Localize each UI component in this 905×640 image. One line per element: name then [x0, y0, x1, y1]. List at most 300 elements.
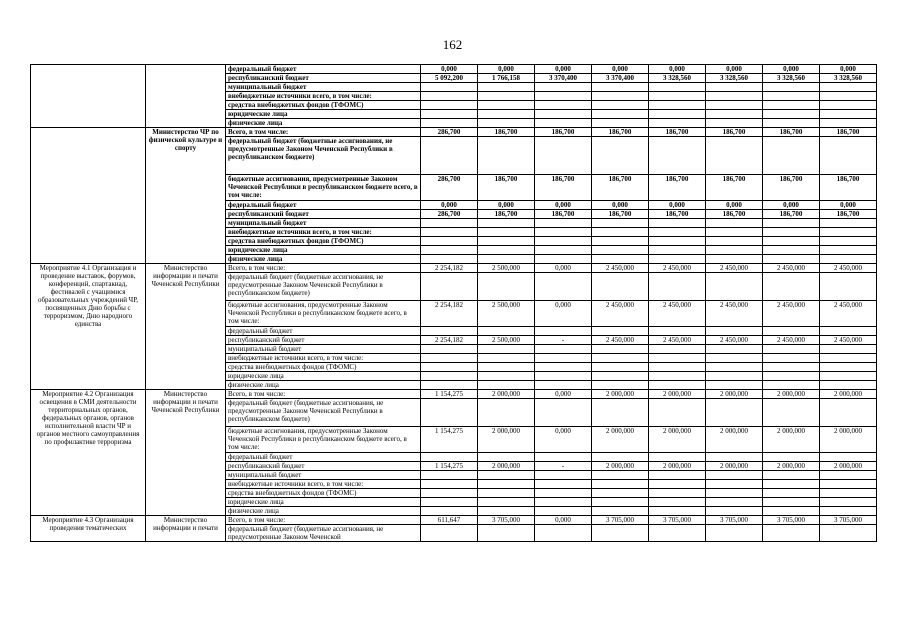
funding-source-label: федеральный бюджет	[226, 453, 421, 462]
amount-cell	[535, 110, 592, 119]
amount-cell: 3 705,000	[592, 516, 649, 525]
amount-cell: 2 254,182	[421, 301, 478, 327]
amount-cell	[763, 372, 820, 381]
budget-row	[31, 516, 877, 525]
amount-cell	[649, 354, 706, 363]
amount-cell: 2 000,000	[763, 427, 820, 453]
amount-cell	[820, 327, 877, 336]
amount-cell	[706, 110, 763, 119]
amount-cell: 0,000	[535, 516, 592, 525]
executor-cell: Министерство информации и печати Чеченской Республики	[146, 264, 226, 390]
amount-cell: 3 705,000	[820, 516, 877, 525]
amount-cell	[820, 381, 877, 390]
amount-cell	[535, 525, 592, 542]
funding-source-label: муниципальный бюджет	[226, 219, 421, 228]
amount-cell	[478, 507, 535, 516]
amount-cell	[706, 219, 763, 228]
amount-cell: -	[535, 336, 592, 345]
amount-cell	[763, 399, 820, 427]
activity-name-cell: Мероприятие 4.3 Организация проведения тематических	[31, 516, 146, 542]
funding-source-label: внебюджетные источники всего, в том числе:	[226, 480, 421, 489]
funding-source-label: муниципальный бюджет	[226, 83, 421, 92]
amount-cell: 1 766,158	[478, 74, 535, 83]
amount-cell	[706, 92, 763, 101]
amount-cell: 0,000	[763, 201, 820, 210]
amount-cell	[592, 507, 649, 516]
amount-cell	[535, 327, 592, 336]
amount-cell	[820, 480, 877, 489]
funding-source-label: Всего, в том числе:	[226, 390, 421, 399]
amount-cell: 3 370,400	[535, 74, 592, 83]
funding-source-label: бюджетные ассигнования, предусмотренные Законом Чеченской Республики в республиканском бюджете всего, в том числе:	[226, 301, 421, 327]
amount-cell	[763, 273, 820, 301]
amount-cell	[478, 273, 535, 301]
amount-cell	[592, 255, 649, 264]
funding-source-label: муниципальный бюджет	[226, 471, 421, 480]
amount-cell: 186,700	[763, 210, 820, 219]
amount-cell	[649, 363, 706, 372]
amount-cell	[535, 101, 592, 110]
funding-source-label: внебюджетные источники всего, в том числе:	[226, 92, 421, 101]
amount-cell	[763, 101, 820, 110]
funding-source-label: юридические лица	[226, 246, 421, 255]
amount-cell: 186,700	[706, 175, 763, 201]
amount-cell: 2 000,000	[649, 390, 706, 399]
amount-cell: 2 000,000	[706, 427, 763, 453]
amount-cell	[763, 246, 820, 255]
amount-cell	[706, 255, 763, 264]
amount-cell	[706, 372, 763, 381]
amount-cell	[649, 237, 706, 246]
amount-cell: 0,000	[706, 65, 763, 74]
amount-cell	[421, 471, 478, 480]
amount-cell	[763, 363, 820, 372]
amount-cell	[649, 110, 706, 119]
amount-cell	[592, 489, 649, 498]
funding-source-label: средства внебюджетных фондов (ТФОМС)	[226, 101, 421, 110]
amount-cell: 0,000	[535, 390, 592, 399]
amount-cell	[649, 327, 706, 336]
executor-cell: Министерство ЧР по физической культуре и спорту	[146, 128, 226, 264]
funding-source-label: республиканский бюджет	[226, 336, 421, 345]
amount-cell: 2 000,000	[478, 390, 535, 399]
funding-source-label: федеральный бюджет	[226, 327, 421, 336]
amount-cell	[820, 372, 877, 381]
amount-cell: 186,700	[706, 210, 763, 219]
amount-cell	[820, 273, 877, 301]
amount-cell	[706, 354, 763, 363]
amount-cell	[535, 471, 592, 480]
amount-cell	[535, 381, 592, 390]
amount-cell: 2 254,182	[421, 264, 478, 273]
amount-cell: 2 450,000	[649, 301, 706, 327]
amount-cell	[649, 525, 706, 542]
amount-cell	[592, 372, 649, 381]
funding-source-label: средства внебюджетных фондов (ТФОМС)	[226, 489, 421, 498]
amount-cell: 3 328,560	[763, 74, 820, 83]
amount-cell	[478, 228, 535, 237]
amount-cell	[592, 498, 649, 507]
funding-source-label: юридические лица	[226, 110, 421, 119]
budget-table-body	[31, 65, 877, 542]
amount-cell	[763, 453, 820, 462]
amount-cell: 0,000	[592, 201, 649, 210]
funding-source-label: средства внебюджетных фондов (ТФОМС)	[226, 237, 421, 246]
funding-source-label: Всего, в том числе:	[226, 128, 421, 137]
amount-cell: 3 705,000	[706, 516, 763, 525]
amount-cell	[421, 92, 478, 101]
amount-cell	[820, 507, 877, 516]
amount-cell	[649, 381, 706, 390]
amount-cell: 0,000	[535, 301, 592, 327]
amount-cell: 3 705,000	[478, 516, 535, 525]
amount-cell: 2 000,000	[706, 390, 763, 399]
amount-cell: 286,700	[421, 175, 478, 201]
amount-cell: 0,000	[535, 65, 592, 74]
amount-cell	[478, 498, 535, 507]
funding-source-label: республиканский бюджет	[226, 462, 421, 471]
amount-cell	[649, 228, 706, 237]
amount-cell	[478, 110, 535, 119]
amount-cell	[478, 101, 535, 110]
amount-cell: 2 000,000	[592, 390, 649, 399]
amount-cell	[535, 255, 592, 264]
budget-row	[31, 390, 877, 399]
amount-cell: 0,000	[592, 65, 649, 74]
amount-cell: 286,700	[421, 210, 478, 219]
amount-cell	[478, 489, 535, 498]
amount-cell	[706, 480, 763, 489]
amount-cell: 2 450,000	[820, 264, 877, 273]
amount-cell	[421, 246, 478, 255]
amount-cell	[478, 363, 535, 372]
amount-cell	[478, 327, 535, 336]
funding-source-label: физические лица	[226, 507, 421, 516]
executor-cell: Министерство информации и печати	[146, 516, 226, 542]
amount-cell	[763, 381, 820, 390]
amount-cell	[649, 507, 706, 516]
amount-cell	[763, 83, 820, 92]
amount-cell	[706, 507, 763, 516]
amount-cell	[478, 381, 535, 390]
amount-cell: 3 328,560	[649, 74, 706, 83]
amount-cell: 3 370,400	[592, 74, 649, 83]
amount-cell	[592, 237, 649, 246]
amount-cell	[763, 219, 820, 228]
amount-cell: -	[535, 462, 592, 471]
amount-cell	[592, 471, 649, 480]
funding-source-label: средства внебюджетных фондов (ТФОМС)	[226, 363, 421, 372]
amount-cell	[649, 453, 706, 462]
funding-source-label: бюджетные ассигнования, предусмотренные Законом Чеченской Республики в республиканском бюджете всего, в том числе:	[226, 175, 421, 201]
amount-cell: 2 450,000	[592, 336, 649, 345]
budget-table	[30, 64, 877, 542]
amount-cell	[421, 525, 478, 542]
funding-source-label: федеральный бюджет (бюджетные ассигнования, не предусмотренные Законом Чеченской Республики в республиканском бюджете)	[226, 273, 421, 301]
funding-source-label: федеральный бюджет	[226, 65, 421, 74]
amount-cell	[478, 399, 535, 427]
amount-cell	[706, 525, 763, 542]
amount-cell	[592, 327, 649, 336]
amount-cell	[535, 228, 592, 237]
amount-cell	[763, 480, 820, 489]
amount-cell	[421, 327, 478, 336]
amount-cell: 186,700	[535, 175, 592, 201]
funding-source-label: бюджетные ассигнования, предусмотренные Законом Чеченской Республики в республиканском бюджете всего, в том числе:	[226, 427, 421, 453]
amount-cell: 2 450,000	[820, 336, 877, 345]
amount-cell: 0,000	[421, 201, 478, 210]
amount-cell	[820, 228, 877, 237]
amount-cell: 186,700	[478, 175, 535, 201]
amount-cell	[535, 480, 592, 489]
amount-cell	[820, 255, 877, 264]
amount-cell: 0,000	[421, 65, 478, 74]
amount-cell	[706, 345, 763, 354]
amount-cell	[820, 363, 877, 372]
amount-cell	[763, 255, 820, 264]
amount-cell	[820, 399, 877, 427]
amount-cell	[421, 498, 478, 507]
amount-cell	[421, 489, 478, 498]
amount-cell	[535, 119, 592, 128]
amount-cell: 2 500,000	[478, 264, 535, 273]
amount-cell	[421, 219, 478, 228]
amount-cell	[592, 399, 649, 427]
amount-cell: 186,700	[763, 175, 820, 201]
amount-cell	[820, 345, 877, 354]
amount-cell	[820, 237, 877, 246]
amount-cell: 186,700	[820, 128, 877, 137]
amount-cell	[706, 498, 763, 507]
amount-cell	[763, 92, 820, 101]
amount-cell: 0,000	[706, 201, 763, 210]
amount-cell	[421, 83, 478, 92]
amount-cell	[820, 525, 877, 542]
amount-cell	[535, 372, 592, 381]
amount-cell	[649, 246, 706, 255]
amount-cell	[421, 372, 478, 381]
amount-cell	[706, 489, 763, 498]
amount-cell	[763, 525, 820, 542]
amount-cell	[763, 489, 820, 498]
amount-cell: 2 450,000	[649, 336, 706, 345]
amount-cell	[478, 246, 535, 255]
amount-cell: 186,700	[592, 210, 649, 219]
amount-cell	[535, 83, 592, 92]
amount-cell	[421, 381, 478, 390]
amount-cell: 2 000,000	[763, 390, 820, 399]
amount-cell	[763, 507, 820, 516]
amount-cell: 2 000,000	[649, 462, 706, 471]
funding-source-label: внебюджетные источники всего, в том числе:	[226, 228, 421, 237]
amount-cell	[649, 137, 706, 175]
amount-cell: 2 000,000	[820, 427, 877, 453]
amount-cell	[535, 219, 592, 228]
amount-cell: 0,000	[649, 201, 706, 210]
amount-cell	[649, 83, 706, 92]
funding-source-label: внебюджетные источники всего, в том числе:	[226, 354, 421, 363]
amount-cell: 186,700	[592, 128, 649, 137]
amount-cell	[535, 399, 592, 427]
amount-cell: 186,700	[592, 175, 649, 201]
amount-cell	[706, 363, 763, 372]
amount-cell	[478, 92, 535, 101]
amount-cell	[592, 453, 649, 462]
amount-cell	[421, 507, 478, 516]
amount-cell: 2 450,000	[706, 336, 763, 345]
amount-cell: 2 000,000	[706, 462, 763, 471]
amount-cell	[421, 101, 478, 110]
amount-cell: 0,000	[535, 427, 592, 453]
amount-cell	[478, 219, 535, 228]
amount-cell	[706, 237, 763, 246]
amount-cell: 3 705,000	[649, 516, 706, 525]
amount-cell: 186,700	[820, 210, 877, 219]
amount-cell: 2 000,000	[592, 427, 649, 453]
amount-cell	[592, 101, 649, 110]
amount-cell	[649, 471, 706, 480]
amount-cell	[421, 237, 478, 246]
amount-cell	[706, 119, 763, 128]
amount-cell: 186,700	[478, 128, 535, 137]
amount-cell: 3 705,000	[763, 516, 820, 525]
amount-cell	[592, 92, 649, 101]
amount-cell: 2 254,182	[421, 336, 478, 345]
amount-cell	[706, 381, 763, 390]
amount-cell	[421, 273, 478, 301]
budget-row	[31, 264, 877, 273]
amount-cell	[592, 525, 649, 542]
amount-cell: 2 000,000	[820, 462, 877, 471]
amount-cell	[478, 471, 535, 480]
amount-cell	[763, 119, 820, 128]
amount-cell: 0,000	[535, 264, 592, 273]
amount-cell	[820, 101, 877, 110]
amount-cell	[535, 507, 592, 516]
amount-cell: 2 000,000	[820, 390, 877, 399]
amount-cell: 2 450,000	[763, 264, 820, 273]
amount-cell	[592, 110, 649, 119]
amount-cell: 2 450,000	[706, 264, 763, 273]
amount-cell	[820, 219, 877, 228]
amount-cell	[763, 327, 820, 336]
amount-cell	[592, 354, 649, 363]
amount-cell	[649, 92, 706, 101]
funding-source-label: физические лица	[226, 381, 421, 390]
amount-cell	[478, 453, 535, 462]
funding-source-label: физические лица	[226, 255, 421, 264]
amount-cell: 3 328,560	[820, 74, 877, 83]
amount-cell: 2 500,000	[478, 336, 535, 345]
amount-cell: 0,000	[763, 65, 820, 74]
amount-cell	[592, 137, 649, 175]
amount-cell	[649, 255, 706, 264]
amount-cell	[706, 471, 763, 480]
amount-cell	[535, 453, 592, 462]
amount-cell	[649, 372, 706, 381]
amount-cell	[706, 273, 763, 301]
amount-cell	[421, 399, 478, 427]
amount-cell	[478, 372, 535, 381]
amount-cell: 1 154,275	[421, 390, 478, 399]
amount-cell: 2 000,000	[592, 462, 649, 471]
amount-cell	[535, 489, 592, 498]
amount-cell: 186,700	[649, 175, 706, 201]
amount-cell	[763, 237, 820, 246]
amount-cell	[706, 399, 763, 427]
amount-cell	[820, 489, 877, 498]
amount-cell	[535, 345, 592, 354]
amount-cell	[592, 345, 649, 354]
budget-row	[31, 128, 877, 137]
amount-cell	[820, 471, 877, 480]
amount-cell	[649, 101, 706, 110]
funding-source-label: физические лица	[226, 119, 421, 128]
amount-cell: 5 092,200	[421, 74, 478, 83]
amount-cell: 2 500,000	[478, 301, 535, 327]
amount-cell	[706, 228, 763, 237]
funding-source-label: федеральный бюджет (бюджетные ассигнования, не предусмотренные Законом Чеченской	[226, 525, 421, 542]
amount-cell: 186,700	[535, 128, 592, 137]
activity-name-cell	[31, 65, 146, 128]
amount-cell: 0,000	[649, 65, 706, 74]
amount-cell	[592, 273, 649, 301]
amount-cell	[478, 119, 535, 128]
amount-cell	[478, 83, 535, 92]
amount-cell: 2 000,000	[478, 427, 535, 453]
amount-cell: 2 450,000	[763, 301, 820, 327]
budget-row	[31, 65, 877, 74]
amount-cell	[763, 471, 820, 480]
amount-cell: 2 000,000	[763, 462, 820, 471]
funding-source-label: Всего, в том числе:	[226, 516, 421, 525]
amount-cell	[763, 354, 820, 363]
amount-cell: 0,000	[535, 201, 592, 210]
amount-cell: 186,700	[763, 128, 820, 137]
amount-cell	[535, 237, 592, 246]
amount-cell	[592, 381, 649, 390]
amount-cell	[820, 246, 877, 255]
amount-cell	[421, 119, 478, 128]
amount-cell	[820, 119, 877, 128]
amount-cell	[706, 101, 763, 110]
funding-source-label: юридические лица	[226, 372, 421, 381]
amount-cell	[820, 137, 877, 175]
amount-cell: 186,700	[478, 210, 535, 219]
amount-cell	[535, 363, 592, 372]
funding-source-label: юридические лица	[226, 498, 421, 507]
amount-cell: 186,700	[535, 210, 592, 219]
amount-cell	[649, 399, 706, 427]
amount-cell: 1 154,275	[421, 462, 478, 471]
amount-cell	[820, 110, 877, 119]
amount-cell	[820, 498, 877, 507]
amount-cell	[706, 137, 763, 175]
amount-cell	[421, 363, 478, 372]
amount-cell	[592, 228, 649, 237]
page-number: 162	[442, 37, 463, 52]
amount-cell	[421, 480, 478, 489]
amount-cell	[421, 110, 478, 119]
funding-source-label: федеральный бюджет (бюджетные ассигнования, не предусмотренные Законом Чеченской Республики в республиканском бюджете)	[226, 137, 421, 175]
amount-cell: 611,647	[421, 516, 478, 525]
amount-cell	[421, 453, 478, 462]
amount-cell	[763, 137, 820, 175]
amount-cell	[592, 480, 649, 489]
amount-cell	[592, 246, 649, 255]
amount-cell	[820, 83, 877, 92]
amount-cell: 2 450,000	[706, 301, 763, 327]
